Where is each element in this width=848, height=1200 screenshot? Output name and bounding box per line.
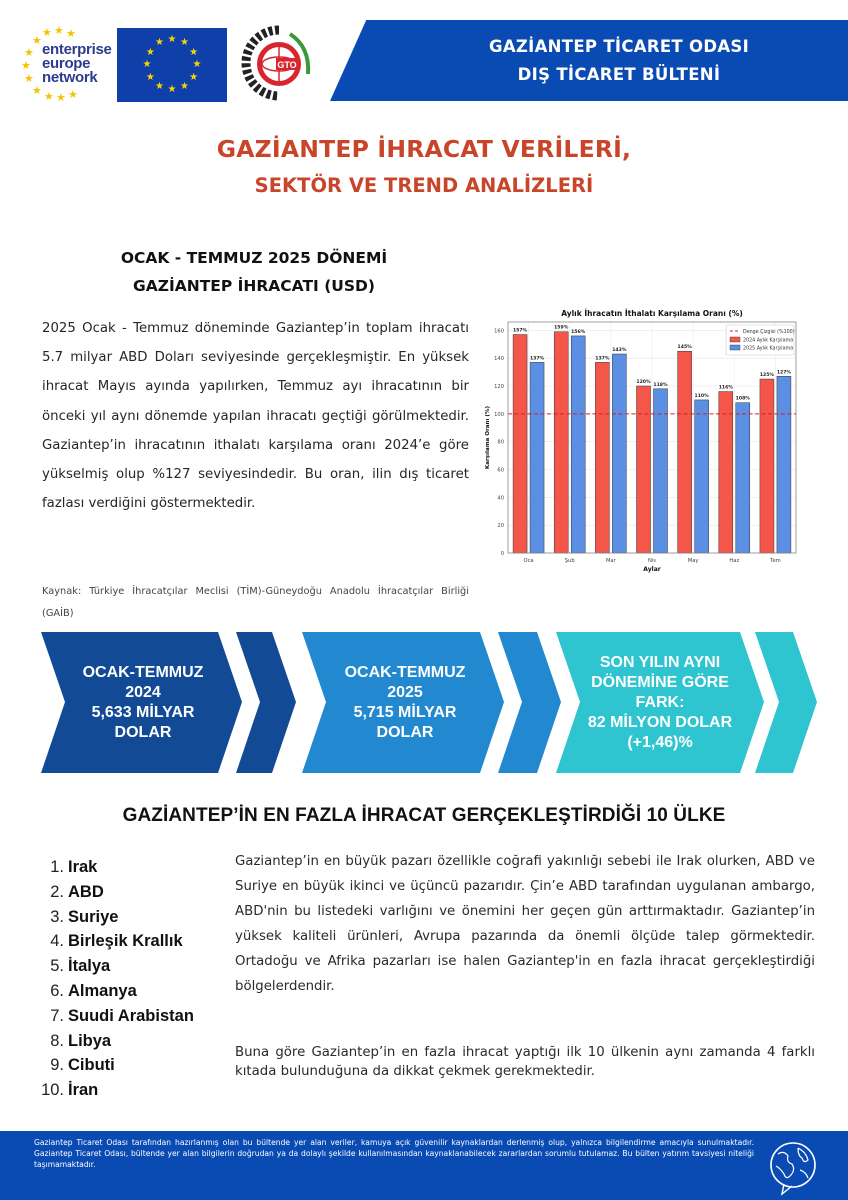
bulletin-title: [424, 20, 814, 101]
country-rank: 7.: [50, 1006, 64, 1025]
top-countries-heading: GAZİANTEP’İN EN FAZLA İHRACAT GERÇEKLEŞTİRDİĞİ 10 ÜLKE: [122, 805, 726, 826]
y-tick-label: 100: [494, 411, 504, 418]
chevron-diff-small: [755, 632, 817, 773]
country-rank: 1.: [50, 858, 64, 876]
y-tick-label: 0: [500, 551, 504, 557]
x-tick-label: Oca: [523, 558, 534, 564]
y-tick-label: 40: [497, 495, 504, 502]
enterprise-europe-network-logo: ★ ★ ★ ★ ★ ★ ★ ★ ★ ★ ★ enterprise europe network: [21, 24, 112, 104]
coverage-ratio-chart: [478, 300, 838, 580]
een-word-europe: europe: [42, 55, 91, 72]
x-tick-label: Haz: [729, 558, 740, 564]
arrow-diff-line: DÖNEMİNE GÖRE: [591, 673, 729, 691]
een-word-enterprise: enterprise: [42, 41, 112, 58]
chevron-2024-small: [236, 632, 296, 773]
country-item: [30, 1078, 230, 1103]
arrow-2024-line: 2024: [125, 683, 161, 701]
top-countries-list: [30, 855, 230, 1103]
legend-swatch-2024: [730, 337, 740, 342]
country-name: Suriye: [68, 907, 119, 926]
country-item: [30, 979, 230, 1004]
eu-star-icon: ★: [155, 37, 164, 49]
eu-star-icon: ★: [145, 71, 155, 83]
gto-logo: [238, 22, 320, 104]
bulletin-title-line1: GAZİANTEP TİCARET ODASI: [488, 36, 750, 56]
chart-title: Aylık İhracatın İthalatı Karşılama Oranı (%): [561, 309, 743, 318]
een-word-network: network: [42, 69, 98, 86]
bar-2025: [736, 403, 750, 553]
period-heading-line2: GAZİANTEP İHRACATI (USD): [133, 277, 375, 295]
arrow-2025-line: DOLAR: [376, 723, 434, 741]
x-tick-label: May: [687, 558, 699, 564]
country-rank: 8.: [50, 1031, 64, 1050]
y-tick-label: 20: [497, 523, 504, 530]
country-rank: 9.: [50, 1056, 64, 1075]
bar-2024: [637, 386, 651, 553]
y-tick-label: 120: [494, 384, 504, 391]
eu-star-icon: ★: [142, 59, 152, 70]
country-name: Libya: [68, 1031, 112, 1050]
continents-note-paragraph: Buna göre Gaziantep’in en fazla ihracat yaptığı ilk 10 ülkenin aynı zamanda 4 farklı kıtada bulunduğuna da dikkat çekmek gerekmektedir.: [235, 1045, 815, 1079]
eu-star-icon: ★: [189, 46, 199, 58]
eu-star-icon: ★: [167, 34, 177, 45]
eu-star-icon: ★: [180, 37, 189, 49]
data-label-2024: 145%: [677, 345, 692, 351]
country-name: Irak: [68, 858, 98, 876]
arrow-2025-line: 2025: [387, 683, 423, 701]
country-name: İran: [68, 1081, 99, 1100]
data-label-2024: 120%: [636, 380, 651, 386]
globe-icon: [762, 1136, 824, 1198]
data-label-2025: 118%: [653, 382, 668, 388]
country-rank: 5.: [50, 957, 64, 976]
bar-2025: [695, 400, 709, 553]
country-rank: 10.: [41, 1081, 64, 1100]
arrow-diff-line: (+1,46)%: [627, 733, 693, 751]
arrow-diff-text: [570, 630, 750, 775]
country-rank: 6.: [50, 981, 64, 1000]
eu-star-icon: ★: [189, 71, 199, 83]
bulletin-title-line2: DIŞ TİCARET BÜLTENİ: [517, 64, 721, 84]
country-rank: 4.: [50, 932, 64, 951]
main-title: [0, 130, 848, 204]
arrow-diff-line: FARK:: [635, 693, 685, 711]
bar-2024: [554, 332, 568, 553]
country-name: ABD: [68, 882, 104, 901]
data-label-2025: 110%: [694, 393, 709, 399]
data-label-2024: 137%: [595, 356, 610, 362]
data-label-2024: 116%: [718, 385, 733, 391]
bar-2025: [571, 336, 585, 553]
eu-star-icon: ★: [155, 80, 164, 92]
country-item: [30, 880, 230, 905]
source-note: Kaynak: Türkiye İhracatçılar Meclisi (TİM)-Güneydoğu Anadolu İhracatçılar Birliği (GAİB): [42, 586, 469, 619]
bar-2025: [777, 376, 791, 553]
arrow-2024-line: OCAK-TEMMUZ: [82, 663, 204, 681]
data-label-2024: 157%: [512, 328, 528, 334]
data-label-2024: 159%: [554, 325, 569, 331]
y-tick-label: 60: [497, 467, 504, 474]
eu-star-icon: ★: [167, 84, 177, 95]
x-tick-label: Tem: [770, 558, 781, 564]
data-label-2025: 156%: [571, 329, 586, 335]
arrow-diff-line: 82 MİLYON DOLAR: [587, 713, 733, 731]
arrow-2025-line: 5,715 MİLYAR: [353, 703, 457, 721]
country-item: [30, 905, 230, 930]
eu-star-icon: ★: [145, 46, 155, 58]
bar-2025: [612, 354, 626, 553]
arrow-2024-text: [60, 630, 226, 775]
country-rank: 3.: [50, 907, 64, 926]
y-tick-label: 140: [494, 356, 504, 363]
x-axis-label: Aylar: [643, 566, 661, 573]
bar-2024: [595, 362, 609, 553]
chevron-2025-small: [498, 632, 561, 773]
data-label-2025: 108%: [735, 396, 750, 402]
legend-label-reference: Denge Çizgisi (%100): [743, 330, 795, 335]
x-tick-label: Şub: [564, 558, 575, 564]
country-name: Almanya: [68, 981, 137, 1000]
y-axis-label: Karşılama Oranı (%): [485, 405, 491, 470]
country-item: [30, 929, 230, 954]
country-name: İtalya: [68, 957, 111, 976]
gto-logo-letters: GTO: [277, 60, 297, 70]
main-title-line1: GAZİANTEP İHRACAT VERİLERİ,: [216, 135, 632, 163]
period-heading: [40, 244, 468, 300]
chart-svg: [478, 300, 838, 580]
legend-label-2024: 2024 Aylık Karşılama: [743, 338, 794, 344]
arrow-2024-line: 5,633 MİLYAR: [91, 703, 195, 721]
bar-2024: [760, 379, 774, 553]
data-label-2025: 143%: [612, 348, 627, 354]
country-name: Cibuti: [68, 1056, 115, 1075]
een-logo-text: [42, 43, 112, 85]
eu-star-icon: ★: [180, 80, 189, 92]
bar-2025: [530, 362, 544, 553]
intro-paragraph: 2025 Ocak - Temmuz döneminde Gaziantep’in toplam ihracatı 5.7 milyar ABD Doları seviyesinde gerçekleşmiştir. En yüksek ihracat Mayıs ayında yapılırken, Temmuz ayı ihracatının bir önceki yıl aynı dönemde yapılan ihracatı geçtiği görülmektedir. Gaziantep’in ihracatının ithalatı karşılama oranı 2024’e göre yükselmiş olup %127 seviyesindedir. Bu oran, ilin dış ticaret fazlası verdiğini göstermektedir.: [42, 321, 469, 512]
country-item: [30, 1004, 230, 1029]
country-item: [30, 855, 230, 880]
data-label-2024: 125%: [759, 373, 775, 379]
arrow-2024-line: DOLAR: [114, 723, 172, 741]
markets-analysis-paragraph: Gaziantep’in en büyük pazarı özellikle coğrafi yakınlığı sebebi ile Irak olurken, ABD ve Suriye en büyük ikinci ve üçüncü pazarıdır. Çin’e ABD tarafından uygulanan ambargo, ABD'nin bu listedeki varlığını ve önemini her geçen gün arttırmaktadır. Gaziantep’in yüksek kaliteli ürünleri, Avrupa pazarında da önemli ölçüde talep görmektedir. Ortadoğu ve Afrika pazarları ise halen Gaziantep'in en fazla ihracat gerçekleştirdiği bölgelerdendir.: [235, 854, 815, 994]
arrow-2025-line: OCAK-TEMMUZ: [344, 663, 466, 681]
legend-label-2025: 2025 Aylık Karşılama: [743, 346, 794, 352]
country-rank: 2.: [50, 882, 64, 901]
data-label-2025: 137%: [529, 356, 545, 362]
disclaimer-text: Gaziantep Ticaret Odası tarafından hazırlanmış olan bu bültende yer alan veriler, kamuya açık güvenilir kaynaklardan derlenmiş olup, yalnızca bilgilendirme amacıyla sunulmaktadır. Gaziantep Ticaret Odası, bültende yer alan bilgilerin doğrudan ya da dolaylı şekilde kullanılmasından kaynaklanabilecek zararlardan sorumlu tutulamaz. Bu bülten yatırım tavsiyesi niteliği taşımamaktadır.: [34, 1138, 754, 1169]
footer-disclaimer-band: [0, 1131, 848, 1200]
period-heading-line1: OCAK - TEMMUZ 2025 DÖNEMİ: [120, 249, 388, 267]
x-tick-label: Mar: [605, 558, 616, 564]
country-name: Birleşik Krallık: [68, 932, 183, 951]
data-label-2025: 127%: [776, 370, 792, 376]
bar-2024: [678, 351, 692, 553]
main-title-line2: SEKTÖR VE TREND ANALİZLERİ: [254, 174, 594, 197]
country-item: [30, 1029, 230, 1054]
bar-2024: [719, 392, 733, 553]
legend-swatch-2025: [730, 345, 740, 350]
summary-arrows: [0, 630, 848, 780]
y-tick-label: 160: [494, 328, 504, 335]
eu-flag-logo: [117, 28, 227, 102]
x-tick-label: Nis: [647, 558, 657, 564]
y-tick-label: 80: [497, 439, 504, 446]
bar-2024: [513, 335, 527, 553]
eu-star-icon: ★: [192, 59, 202, 70]
arrow-2025-text: [322, 630, 488, 775]
country-item: [30, 954, 230, 979]
arrow-diff-line: SON YILIN AYNI: [599, 653, 721, 671]
country-name: Suudi Arabistan: [68, 1006, 194, 1025]
country-item: [30, 1053, 230, 1078]
